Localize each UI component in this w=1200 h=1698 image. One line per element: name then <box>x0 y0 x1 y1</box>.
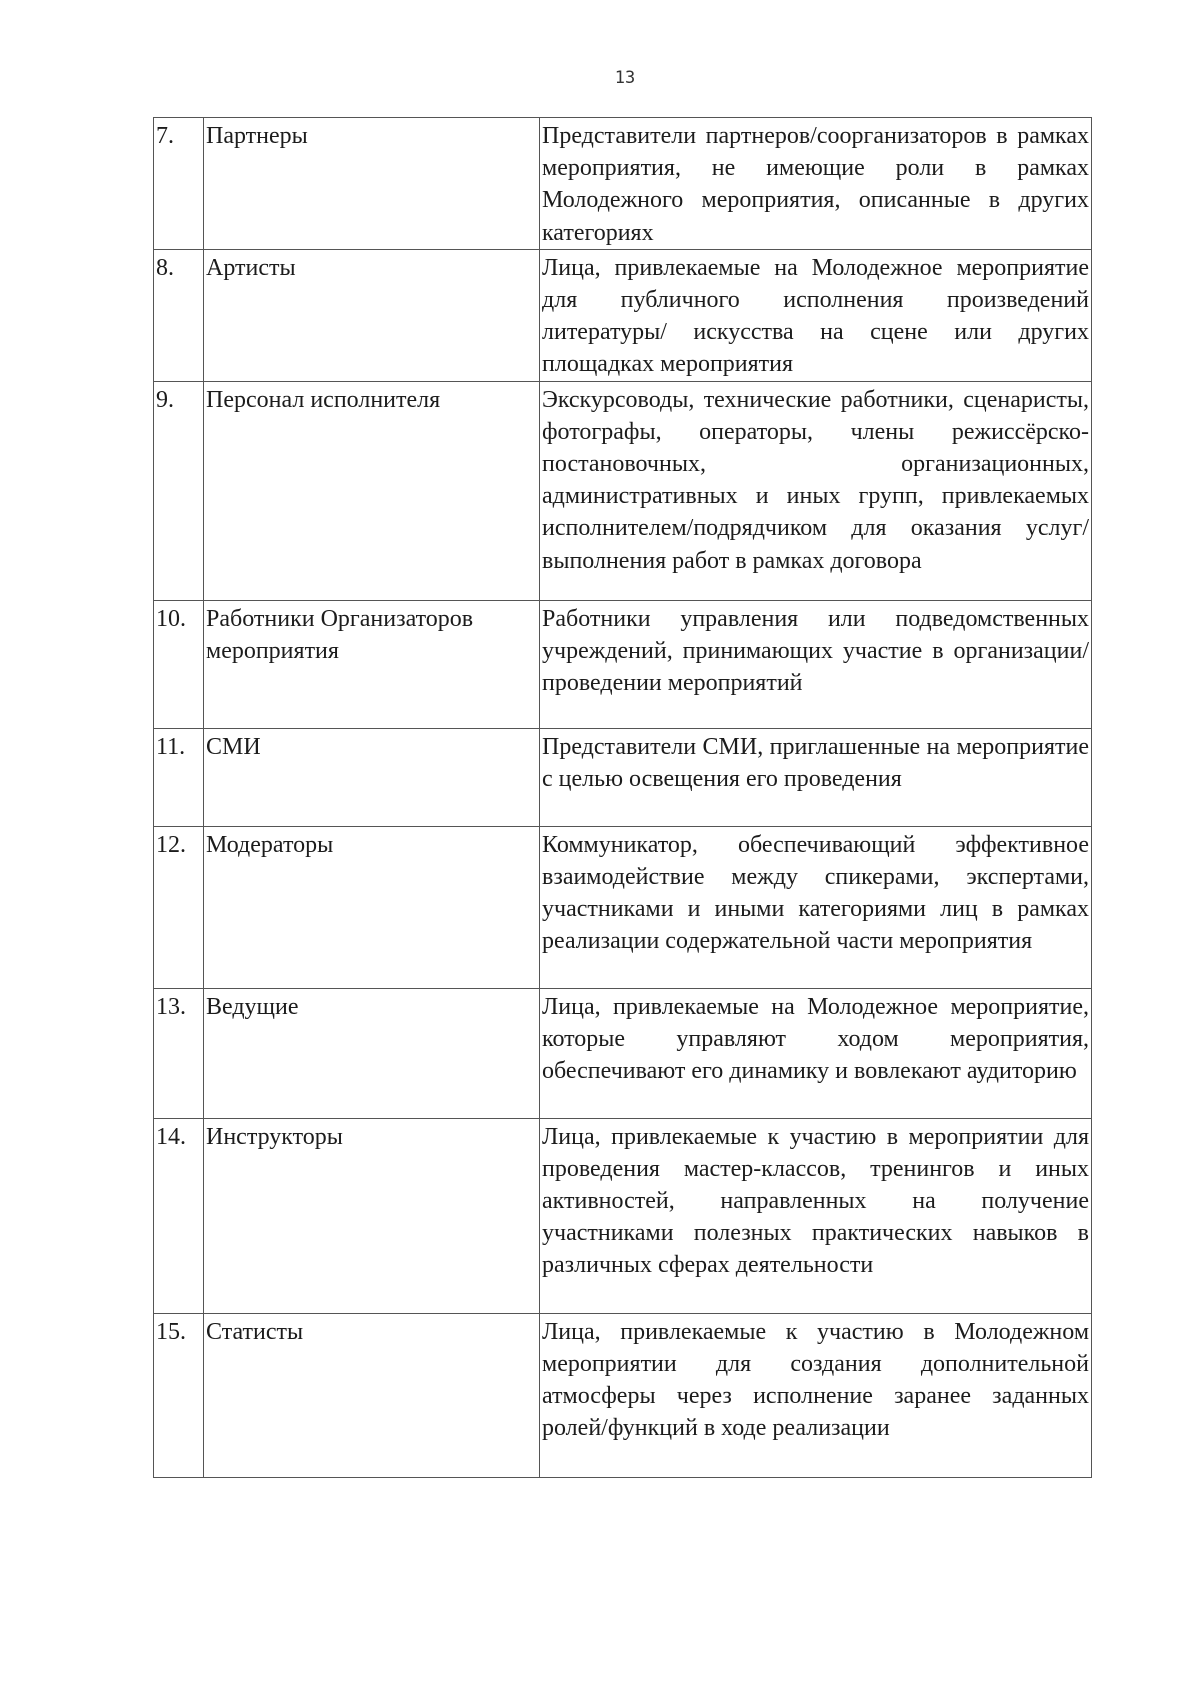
category-description: Представители СМИ, приглашенные на мероприятие с целью освещения его проведения <box>540 728 1092 826</box>
table-row <box>154 826 1092 988</box>
table-row <box>154 988 1092 1118</box>
category-description: Лица, привлекаемые на Молодежное мероприятие, которые управляют ходом мероприятия, обеспечивают его динамику и вовлекают аудиторию <box>540 988 1092 1118</box>
category-name: Статисты <box>204 1313 540 1477</box>
table-row <box>154 1313 1092 1477</box>
category-description: Лица, привлекаемые на Молодежное мероприятие для публичного исполнения произведений литературы/ искусства на сцене или других площадках мероприятия <box>540 249 1092 381</box>
table-row <box>154 249 1092 381</box>
row-number: 10. <box>154 600 204 728</box>
table-row <box>154 600 1092 728</box>
participant-categories-table <box>153 117 1092 1478</box>
row-number: 7. <box>154 118 204 250</box>
category-name: Инструкторы <box>204 1118 540 1313</box>
category-name: Персонал исполнителя <box>204 381 540 600</box>
table-row <box>154 381 1092 600</box>
row-number: 8. <box>154 249 204 381</box>
table-row <box>154 118 1092 250</box>
page-number: 13 <box>614 68 636 88</box>
table-row <box>154 1118 1092 1313</box>
category-name: Артисты <box>204 249 540 381</box>
row-number: 15. <box>154 1313 204 1477</box>
category-name: Партнеры <box>204 118 540 250</box>
category-name: Ведущие <box>204 988 540 1118</box>
category-description: Коммуникатор, обеспечивающий эффективное взаимодействие между спикерами, экспертами, участниками и иными категориями лиц в рамках реализации содержательной части мероприятия <box>540 826 1092 988</box>
row-number: 13. <box>154 988 204 1118</box>
category-name: Модераторы <box>204 826 540 988</box>
category-description: Работники управления или подведомственных учреждений, принимающих участие в организации/проведении мероприятий <box>540 600 1092 728</box>
row-number: 14. <box>154 1118 204 1313</box>
category-description: Лица, привлекаемые к участию в Молодежном мероприятии для создания дополнительной атмосферы через исполнение заранее заданных ролей/функций в ходе реализации <box>540 1313 1092 1477</box>
row-number: 12. <box>154 826 204 988</box>
category-description: Представители партнеров/соорганизаторов в рамках мероприятия, не имеющие роли в рамках Молодежного мероприятия, описанные в других категориях <box>540 118 1092 250</box>
category-name: Работники Организаторов мероприятия <box>204 600 540 728</box>
category-description: Лица, привлекаемые к участию в мероприятии для проведения мастер-классов, тренингов и иных активностей, направленных на получение участниками полезных практических навыков в различных сферах деятельности <box>540 1118 1092 1313</box>
category-description: Экскурсоводы, технические работники, сценаристы, фотографы, операторы, члены режиссёрско-постановочных, организационных, административных и иных групп, привлекаемых исполнителем/подрядчиком для оказания услуг/выполнения работ в рамках договора <box>540 381 1092 600</box>
table-row <box>154 728 1092 826</box>
row-number: 11. <box>154 728 204 826</box>
row-number: 9. <box>154 381 204 600</box>
category-name: СМИ <box>204 728 540 826</box>
